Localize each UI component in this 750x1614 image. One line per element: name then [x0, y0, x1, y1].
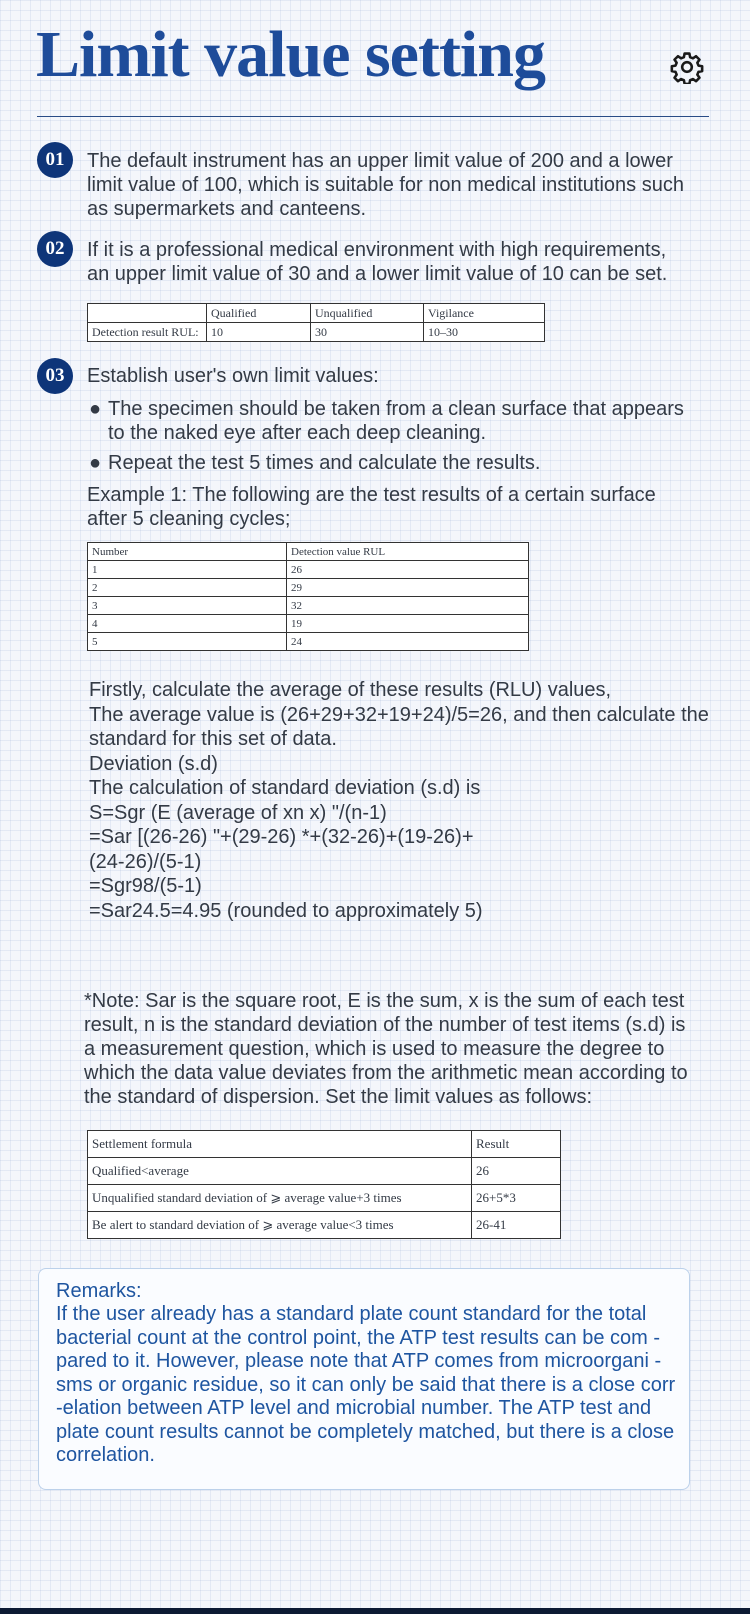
- table-row: [88, 561, 529, 579]
- table-cell: Be alert to standard deviation of ⩾ average value<3 times: [88, 1212, 472, 1239]
- calc-line: Deviation (s.d): [89, 752, 218, 775]
- table-cell: 29: [287, 579, 529, 597]
- list-item: [89, 397, 699, 445]
- formula-table: [87, 1130, 561, 1239]
- note-text: *Note: Sar is the square root, E is the sum, x is the sum of each test result, n is the standard deviation of the number of test items (s.d) is a measurement question, which is used to measure the degree to which the data value deviates from the arithmetic mean according to the standard of dispersion. Set the limit values as follows:: [84, 990, 688, 1108]
- table-cell: 26-41: [472, 1212, 561, 1239]
- calc-line: Firstly, calculate the average of these results (RLU) values,: [89, 679, 612, 701]
- table-row: [88, 1185, 561, 1212]
- table-cell: 2: [88, 579, 287, 597]
- calc-line: =Sar [(26-26) "+(29-26) *+(32-26)+(19-26)+: [89, 826, 474, 848]
- table-header-cell: Qualified: [207, 304, 311, 323]
- table-cell: 30: [311, 323, 424, 342]
- table-row: [88, 579, 529, 597]
- table-row: [88, 597, 529, 615]
- calc-line: S=Sgr (E (average of xn x) "/(n-1): [89, 801, 387, 824]
- section-01-badge: 01: [37, 142, 73, 178]
- table-header-cell: Settlement formula: [88, 1131, 472, 1158]
- section-02-text: If it is a professional medical environment with high requirements, an upper limit value of 30 and a lower limit value of 10 can be set.: [87, 239, 668, 285]
- list-item: [89, 451, 699, 475]
- remarks-title: Remarks:: [56, 1280, 142, 1302]
- calc-line: (24-26)/(5-1): [89, 850, 202, 873]
- table-row: [88, 615, 529, 633]
- section-03-badge: 03: [37, 358, 73, 394]
- table-cell: 5: [88, 633, 287, 651]
- table-header-cell: Unqualified: [311, 304, 424, 323]
- calc-line: The average value is (26+29+32+19+24)/5=26, and then calculate the: [89, 703, 709, 726]
- table-cell: 1: [88, 561, 287, 579]
- table-row: [88, 1158, 561, 1185]
- table-cell: Detection result RUL:: [88, 323, 207, 342]
- table-cell: 26: [287, 561, 529, 579]
- page-title: Limit value setting: [36, 18, 545, 91]
- table-header-cell: Vigilance: [424, 304, 545, 323]
- gear-icon[interactable]: [670, 50, 704, 84]
- calculation-block: [89, 678, 729, 923]
- calc-line: =Sgr98/(5-1): [89, 875, 202, 897]
- table-header-cell: [88, 304, 207, 323]
- table-cell: 10–30: [424, 323, 545, 342]
- bullet-text: Repeat the test 5 times and calculate the results.: [108, 452, 541, 474]
- calc-line: standard for this set of data.: [89, 728, 337, 750]
- table-cell: 19: [287, 615, 529, 633]
- table-cell: 32: [287, 597, 529, 615]
- calc-line: =Sar24.5=4.95 (rounded to approximately 5): [89, 899, 483, 922]
- calc-line: The calculation of standard deviation (s.d) is: [89, 777, 481, 799]
- example-text: Example 1: The following are the test results of a certain surface after 5 cleaning cycles;: [87, 484, 656, 530]
- table-row: [88, 1212, 561, 1239]
- table-row: [88, 323, 545, 342]
- bottom-bar: [0, 1608, 750, 1614]
- limit-table: [87, 303, 545, 342]
- table-cell: 24: [287, 633, 529, 651]
- table-header-cell: Result: [472, 1131, 561, 1158]
- results-table: [87, 542, 529, 651]
- table-header-cell: Detection value RUL: [287, 543, 529, 561]
- bullet-icon: ●: [89, 398, 102, 420]
- table-header-cell: Number: [88, 543, 287, 561]
- title-divider: [37, 116, 709, 117]
- table-row: [88, 1131, 561, 1158]
- table-row: [88, 543, 529, 561]
- table-cell: Qualified<average: [88, 1158, 472, 1185]
- bullet-icon: ●: [89, 452, 102, 474]
- table-cell: 3: [88, 597, 287, 615]
- table-cell: 26: [472, 1158, 561, 1185]
- table-cell: 4: [88, 615, 287, 633]
- table-row: [88, 304, 545, 323]
- table-cell: Unqualified standard deviation of ⩾ average value+3 times: [88, 1185, 472, 1212]
- section-03-text: Establish user's own limit values:: [87, 365, 379, 387]
- remarks-box: [38, 1268, 690, 1490]
- table-cell: 26+5*3: [472, 1185, 561, 1212]
- section-02-badge: 02: [37, 231, 73, 267]
- table-cell: 10: [207, 323, 311, 342]
- section-01-text: The default instrument has an upper limit value of 200 and a lower limit value of 100, which is suitable for non medical institutions such as supermarkets and canteens.: [87, 150, 684, 220]
- remarks-body: If the user already has a standard plate count standard for the total bacterial count at the control point, the ATP test results can be com -pared to it. However, please note that ATP comes from microorgani -sms or organic residue, so it can only be said that there is a close corr -elation between ATP level and microbial number. The ATP test and plate count results cannot be completely matched, but there is a close correlation.: [56, 1303, 676, 1466]
- bullet-text: The specimen should be taken from a clean surface that appears to the naked eye after each deep cleaning.: [108, 398, 684, 444]
- table-row: [88, 633, 529, 651]
